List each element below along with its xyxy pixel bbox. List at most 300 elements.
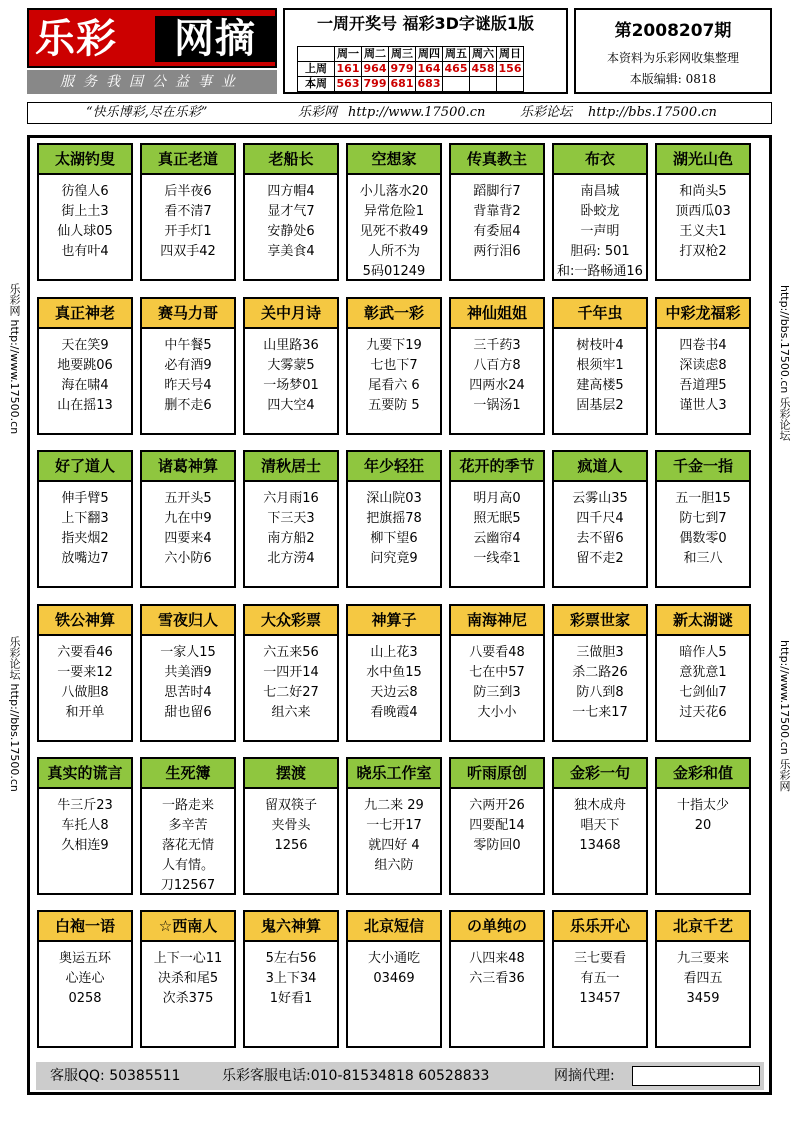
riddle-line: 偶数零0 xyxy=(679,531,727,546)
riddle-line: 刀12567 xyxy=(160,878,216,893)
riddle-line: 八做胆8 xyxy=(61,685,109,700)
riddle-line: 安静处6 xyxy=(267,224,315,239)
riddle-card xyxy=(346,297,442,435)
riddle-card-title: 彩票世家 xyxy=(554,606,646,636)
riddle-line: 三千药3 xyxy=(473,338,521,353)
riddle-line: 云幽帘4 xyxy=(473,531,521,546)
footer-phone: 乐彩客服电话:010-81534818 60528833 xyxy=(222,1068,490,1084)
riddle-line: 十指太少 xyxy=(676,798,729,813)
riddle-line: 享美食4 xyxy=(267,244,315,259)
riddle-card-body xyxy=(554,175,646,282)
draw-results-title: 一周开奖号 福彩3D字谜版1版 xyxy=(316,14,535,33)
riddle-line: 也有叶4 xyxy=(61,244,109,259)
riddle-card-title: 生死簿 xyxy=(142,759,234,789)
riddle-card-title: 新太湖谜 xyxy=(657,606,749,636)
last-week-label: 上周 xyxy=(298,62,335,77)
riddle-line: 后半夜6 xyxy=(164,184,212,199)
riddle-card-title: 真正神老 xyxy=(39,299,131,329)
riddle-line: 天在笑9 xyxy=(61,338,109,353)
logo-text-left: 乐彩 xyxy=(35,16,117,62)
riddle-line: 卧蛟龙 xyxy=(580,204,620,219)
riddle-card-title: 年少轻狂 xyxy=(348,452,440,482)
riddle-line: 13457 xyxy=(579,991,621,1006)
riddle-line: 落花无情 xyxy=(161,838,214,853)
riddle-line: 大小小 xyxy=(477,705,517,720)
riddle-card-title: 乐乐开心 xyxy=(554,912,646,942)
riddle-line: 六月雨16 xyxy=(263,491,319,506)
riddle-line: 九二来 29 xyxy=(364,798,424,813)
riddle-card-body xyxy=(39,482,131,569)
riddle-card-body xyxy=(245,329,337,416)
riddle-card xyxy=(140,143,236,281)
riddle-card xyxy=(243,143,339,281)
riddle-line: 20 xyxy=(694,818,712,833)
riddle-line: 一七开17 xyxy=(366,818,422,833)
riddle-line: 六五来56 xyxy=(263,645,319,660)
riddle-line: 久相连9 xyxy=(61,838,109,853)
side-text-left-top: 乐彩网 http://www.17500.cn xyxy=(8,283,21,435)
riddle-line: 意犹意1 xyxy=(679,665,727,680)
riddle-card xyxy=(243,297,339,435)
riddle-card-body xyxy=(245,636,337,723)
draw-results-box xyxy=(283,8,568,94)
riddle-card xyxy=(552,910,648,1048)
riddle-card xyxy=(243,604,339,742)
this-week-number: 681 xyxy=(389,77,416,92)
riddle-line: 组六来 xyxy=(271,705,311,720)
riddle-line: 四双手42 xyxy=(160,244,216,259)
riddle-line: 和开单 xyxy=(65,705,105,720)
riddle-line: 八四来48 xyxy=(469,951,525,966)
issue-box xyxy=(574,8,772,94)
riddle-line: 异常危险1 xyxy=(363,204,425,219)
riddle-line: 一场梦01 xyxy=(263,378,319,393)
riddle-card xyxy=(449,757,545,895)
riddle-card-title: 传真教主 xyxy=(451,145,543,175)
riddle-card xyxy=(346,910,442,1048)
riddle-card xyxy=(37,604,133,742)
riddle-line: 见死不救49 xyxy=(359,224,429,239)
riddle-line: 九在中9 xyxy=(164,511,212,526)
riddle-line: 树枝叶4 xyxy=(576,338,624,353)
riddle-line: 看不清7 xyxy=(164,204,212,219)
riddle-line: 吾道理5 xyxy=(679,378,727,393)
riddle-card xyxy=(449,910,545,1048)
riddle-card xyxy=(449,143,545,281)
riddle-line: 共美酒9 xyxy=(164,665,212,680)
riddle-line: 三七要看 xyxy=(573,951,626,966)
riddle-card-body xyxy=(451,942,543,989)
riddle-card-body xyxy=(142,482,234,569)
riddle-card xyxy=(243,450,339,588)
riddle-card-title: 摆渡 xyxy=(245,759,337,789)
this-week-number xyxy=(497,77,524,92)
riddle-card xyxy=(346,604,442,742)
riddle-card-body xyxy=(245,942,337,1009)
riddle-card xyxy=(346,143,442,281)
riddle-line: 暗作人5 xyxy=(679,645,727,660)
riddle-line: 九要下19 xyxy=(366,338,422,353)
riddle-line: 防八到8 xyxy=(576,685,624,700)
riddle-card-body xyxy=(657,175,749,262)
riddle-line: 六要看46 xyxy=(57,645,113,660)
riddle-card-body xyxy=(657,329,749,416)
riddle-card xyxy=(243,910,339,1048)
riddle-line: 一声明 xyxy=(580,224,620,239)
riddle-line: 背靠背2 xyxy=(473,204,521,219)
riddle-card-title: 诸葛神算 xyxy=(142,452,234,482)
riddle-card-body xyxy=(348,329,440,416)
riddle-card-body xyxy=(451,482,543,569)
riddle-card-body xyxy=(554,482,646,569)
riddle-line: 奥运五环 xyxy=(58,951,111,966)
riddle-card-title: 铁公神算 xyxy=(39,606,131,636)
last-week-number: 964 xyxy=(362,62,389,77)
footer-qq: 客服QQ: 50385511 xyxy=(50,1068,181,1084)
editor-note: 本版编辑: 0818 xyxy=(629,72,717,86)
weekday-header: 周一 xyxy=(335,47,362,62)
riddle-line: 放嘴边7 xyxy=(61,551,109,566)
riddle-card-body xyxy=(451,175,543,262)
riddle-line: 5左右56 xyxy=(265,951,317,966)
riddle-line: 过天花6 xyxy=(679,705,727,720)
riddle-card xyxy=(449,450,545,588)
corner-cell xyxy=(298,47,335,62)
riddle-line: 北方涝4 xyxy=(267,551,315,566)
riddle-line: 六三看36 xyxy=(469,971,525,986)
this-week-number xyxy=(470,77,497,92)
riddle-line: 一七来17 xyxy=(572,705,628,720)
riddle-line: 三做胆3 xyxy=(576,645,624,660)
riddle-line: 人所不为 xyxy=(367,244,420,259)
side-text-right-bottom: http://www.17500.cn 乐彩网 xyxy=(778,640,791,792)
riddle-line: 建高楼5 xyxy=(576,378,624,393)
riddle-line: 5码01249 xyxy=(362,264,426,279)
riddle-line: 四大空4 xyxy=(267,398,315,413)
riddle-card-body xyxy=(348,636,440,723)
riddle-card-title: 赛马力哥 xyxy=(142,299,234,329)
riddle-line: 一四开14 xyxy=(263,665,319,680)
riddle-line: 海在啸4 xyxy=(61,378,109,393)
riddle-line: 夹骨头 xyxy=(271,818,311,833)
riddle-line: 六两开26 xyxy=(469,798,525,813)
agent-input-box xyxy=(632,1066,760,1086)
issue-number: 第2008207期 xyxy=(614,21,732,41)
forum-url-link[interactable]: http://bbs.17500.cn xyxy=(588,105,717,120)
riddle-card-body xyxy=(142,175,234,262)
riddle-line: 开手灯1 xyxy=(164,224,212,239)
riddle-card-body xyxy=(39,329,131,416)
riddle-card-body xyxy=(39,942,131,1009)
url-bar xyxy=(27,102,772,124)
riddle-card-title: 清秋居士 xyxy=(245,452,337,482)
riddle-card-title: 晓乐工作室 xyxy=(348,759,440,789)
riddle-line: 大小通吃 xyxy=(367,951,420,966)
riddle-card-title: 北京短信 xyxy=(348,912,440,942)
forum-label: 乐彩论坛 xyxy=(520,105,573,120)
riddle-line: 就四好 4 xyxy=(368,838,420,853)
riddle-line: 柳下望6 xyxy=(370,531,418,546)
riddle-card-body xyxy=(39,636,131,723)
riddle-card-title: 白袍一语 xyxy=(39,912,131,942)
riddle-card xyxy=(140,604,236,742)
riddle-line: 王义夫1 xyxy=(679,224,727,239)
riddle-card xyxy=(243,757,339,895)
riddle-line: 独木成舟 xyxy=(573,798,626,813)
riddle-line: 防七到7 xyxy=(679,511,727,526)
riddle-card-title: の单纯の xyxy=(451,912,543,942)
riddle-card-title: 千年虫 xyxy=(554,299,646,329)
riddle-card-body xyxy=(39,175,131,262)
riddle-card xyxy=(449,604,545,742)
riddle-card xyxy=(655,604,751,742)
riddle-line: 车托人8 xyxy=(61,818,109,833)
logo-text-right: 网摘 xyxy=(155,16,275,62)
riddle-card-title: 中彩龙福彩 xyxy=(657,299,749,329)
riddle-card-title: 真实的谎言 xyxy=(39,759,131,789)
riddle-line: 山里路36 xyxy=(263,338,319,353)
riddle-line: 小儿落水20 xyxy=(359,184,429,199)
riddle-line: 九三要来 xyxy=(676,951,729,966)
riddle-line: 大雾蒙5 xyxy=(267,358,315,373)
riddle-line: 顶西瓜03 xyxy=(675,204,731,219)
riddle-line: 五要防 5 xyxy=(368,398,420,413)
riddle-card-body xyxy=(451,789,543,856)
this-week-number xyxy=(443,77,470,92)
riddle-card-body xyxy=(348,482,440,569)
riddle-card xyxy=(552,297,648,435)
riddle-line: 五一胆15 xyxy=(675,491,731,506)
riddle-grid xyxy=(27,135,772,1095)
riddle-line: 显才气7 xyxy=(267,204,315,219)
riddle-line: 一要来12 xyxy=(57,665,113,680)
riddle-card xyxy=(37,143,133,281)
weekday-header: 周六 xyxy=(470,47,497,62)
riddle-line: 心连心 xyxy=(65,971,105,986)
riddle-line: 六小防6 xyxy=(164,551,212,566)
weekday-header: 周四 xyxy=(416,47,443,62)
riddle-card xyxy=(37,757,133,895)
riddle-line: 把旗摇78 xyxy=(366,511,422,526)
riddle-line: 和尚头5 xyxy=(679,184,727,199)
riddle-card-body xyxy=(39,789,131,856)
riddle-line: 伸手臂5 xyxy=(61,491,109,506)
riddle-line: 和:一路畅通16 xyxy=(557,264,643,279)
riddle-card-body xyxy=(142,942,234,1009)
riddle-card-title: 彰武一彩 xyxy=(348,299,440,329)
riddle-line: 四要配14 xyxy=(469,818,525,833)
riddle-line: 上下翻3 xyxy=(61,511,109,526)
riddle-card xyxy=(140,450,236,588)
riddle-line: 八百方8 xyxy=(473,358,521,373)
riddle-line: 街上土3 xyxy=(61,204,109,219)
riddle-line: 人有情。 xyxy=(161,858,214,873)
riddle-line: 删不走6 xyxy=(164,398,212,413)
last-week-number: 161 xyxy=(335,62,362,77)
riddle-line: 五开头5 xyxy=(164,491,212,506)
footer-bar xyxy=(36,1062,764,1090)
last-week-number: 156 xyxy=(497,62,524,77)
riddle-line: 七在中57 xyxy=(469,665,525,680)
riddle-line: 四要来4 xyxy=(164,531,212,546)
side-text-left-bottom: 乐彩论坛 http://bbs.17500.cn xyxy=(8,636,21,792)
motto: “快乐博彩,尽在乐彩” xyxy=(86,105,208,120)
riddle-card xyxy=(655,297,751,435)
riddle-line: 四卷书4 xyxy=(679,338,727,353)
riddle-card-body xyxy=(348,175,440,282)
riddle-line: 七剑仙7 xyxy=(679,685,727,700)
riddle-line: 决杀和尾5 xyxy=(157,971,219,986)
riddle-line: 根须牢1 xyxy=(576,358,624,373)
last-week-number: 458 xyxy=(470,62,497,77)
weekday-header: 周二 xyxy=(362,47,389,62)
riddle-card xyxy=(552,604,648,742)
riddle-line: 和三八 xyxy=(683,551,723,566)
riddle-line: 一锅汤1 xyxy=(473,398,521,413)
riddle-line: 下三天3 xyxy=(267,511,315,526)
riddle-line: 唱天下 xyxy=(580,818,620,833)
riddle-line: 山在摇13 xyxy=(57,398,113,413)
riddle-card-title: 关中月诗 xyxy=(245,299,337,329)
riddle-line: 胆码: 501 xyxy=(570,244,630,259)
riddle-card-title: 雪夜归人 xyxy=(142,606,234,636)
riddle-line: 蹈脚行7 xyxy=(473,184,521,199)
riddle-card-title: 真正老道 xyxy=(142,145,234,175)
riddle-card-body xyxy=(451,636,543,723)
riddle-line: 彷徨人6 xyxy=(61,184,109,199)
riddle-card xyxy=(346,450,442,588)
last-week-number: 465 xyxy=(443,62,470,77)
riddle-line: 打双枪2 xyxy=(679,244,727,259)
riddle-card-body xyxy=(142,636,234,723)
riddle-line: 地要跳06 xyxy=(57,358,113,373)
riddle-card-title: 金彩和值 xyxy=(657,759,749,789)
riddle-card-body xyxy=(245,175,337,262)
riddle-line: 思苦时4 xyxy=(164,685,212,700)
riddle-card-title: 听雨原创 xyxy=(451,759,543,789)
riddle-line: 两行泪6 xyxy=(473,244,521,259)
riddle-line: 必有酒9 xyxy=(164,358,212,373)
this-week-number: 563 xyxy=(335,77,362,92)
riddle-line: 中午餐5 xyxy=(164,338,212,353)
riddle-card-title: 南海神尼 xyxy=(451,606,543,636)
riddle-line: 组六防 xyxy=(374,858,414,873)
riddle-line: 零防回0 xyxy=(473,838,521,853)
riddle-card-title: 花开的季节 xyxy=(451,452,543,482)
riddle-line: 13468 xyxy=(579,838,621,853)
riddle-card-title: 大众彩票 xyxy=(245,606,337,636)
side-text-right-top: http://bbs.17500.cn 乐彩论坛 xyxy=(778,285,791,441)
riddle-line: 四千尺4 xyxy=(576,511,624,526)
site-label: 乐彩网 xyxy=(298,105,338,120)
riddle-card-body xyxy=(245,482,337,569)
riddle-card-body xyxy=(451,329,543,416)
draw-results-table xyxy=(297,46,524,92)
riddle-line: 七也下7 xyxy=(370,358,418,373)
riddle-card-body xyxy=(554,789,646,856)
logo xyxy=(27,8,277,68)
riddle-line: 0258 xyxy=(68,991,102,1006)
riddle-card-body xyxy=(142,789,234,896)
riddle-card-title: 空想家 xyxy=(348,145,440,175)
riddle-card-title: 神仙姐姐 xyxy=(451,299,543,329)
source-note: 本资料为乐彩网收集整理 xyxy=(606,51,739,65)
riddle-card xyxy=(140,297,236,435)
riddle-card xyxy=(655,143,751,281)
riddle-card-title: 疯道人 xyxy=(554,452,646,482)
riddle-card-title: 千金一指 xyxy=(657,452,749,482)
this-week-number: 799 xyxy=(362,77,389,92)
riddle-card-body xyxy=(245,789,337,856)
riddle-card-title: ☆西南人 xyxy=(142,912,234,942)
last-week-number: 979 xyxy=(389,62,416,77)
riddle-card xyxy=(449,297,545,435)
riddle-card-title: 布衣 xyxy=(554,145,646,175)
this-week-label: 本周 xyxy=(298,77,335,92)
riddle-line: 去不留6 xyxy=(576,531,624,546)
riddle-line: 天边云8 xyxy=(370,685,418,700)
riddle-card xyxy=(552,757,648,895)
riddle-line: 防三到3 xyxy=(473,685,521,700)
riddle-card-body xyxy=(657,942,749,1009)
riddle-line: 3459 xyxy=(686,991,720,1006)
site-url-link[interactable]: http://www.17500.cn xyxy=(348,105,486,120)
riddle-card-body xyxy=(348,942,440,989)
slogan: 服务我国公益事业 xyxy=(27,70,277,94)
riddle-card-body xyxy=(657,636,749,723)
riddle-card-body xyxy=(657,482,749,569)
riddle-card xyxy=(140,910,236,1048)
riddle-line: 上下一心11 xyxy=(153,951,223,966)
riddle-card xyxy=(655,450,751,588)
riddle-card-title: 金彩一句 xyxy=(554,759,646,789)
riddle-card-title: 好了道人 xyxy=(39,452,131,482)
riddle-card xyxy=(552,450,648,588)
riddle-card xyxy=(37,297,133,435)
weekday-header: 周五 xyxy=(443,47,470,62)
riddle-line: 水中鱼15 xyxy=(366,665,422,680)
riddle-line: 看四五 xyxy=(683,971,723,986)
riddle-card xyxy=(655,757,751,895)
riddle-card xyxy=(552,143,648,281)
riddle-line: 照无眠5 xyxy=(473,511,521,526)
riddle-card-title: 湖光山色 xyxy=(657,145,749,175)
riddle-card-title: 太湖钓叟 xyxy=(39,145,131,175)
riddle-line: 一家人15 xyxy=(160,645,216,660)
riddle-line: 有委屈4 xyxy=(473,224,521,239)
riddle-card-title: 鬼六神算 xyxy=(245,912,337,942)
riddle-line: 七二好27 xyxy=(263,685,319,700)
riddle-card-body xyxy=(657,789,749,836)
riddle-line: 深读虑8 xyxy=(679,358,727,373)
last-week-number: 164 xyxy=(416,62,443,77)
weekday-header: 周日 xyxy=(497,47,524,62)
riddle-card xyxy=(37,910,133,1048)
riddle-line: 四两水24 xyxy=(469,378,525,393)
riddle-line: 多辛苦 xyxy=(168,818,208,833)
weekday-header: 周三 xyxy=(389,47,416,62)
footer-agent-label: 网摘代理: xyxy=(554,1068,615,1084)
riddle-line: 尾看六 6 xyxy=(368,378,420,393)
riddle-line: 03469 xyxy=(373,971,415,986)
riddle-card-body xyxy=(348,789,440,876)
riddle-line: 八要看48 xyxy=(469,645,525,660)
riddle-card xyxy=(140,757,236,895)
riddle-line: 南方船2 xyxy=(267,531,315,546)
riddle-card-title: 北京千艺 xyxy=(657,912,749,942)
riddle-line: 1256 xyxy=(274,838,308,853)
riddle-card xyxy=(346,757,442,895)
